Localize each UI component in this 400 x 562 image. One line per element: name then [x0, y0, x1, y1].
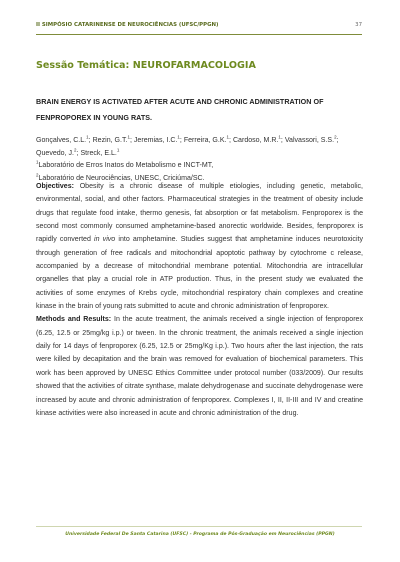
author: Quevedo, J.$^2$;	[36, 147, 79, 157]
author: Gonçalves, C.L.$^1$;	[36, 134, 91, 144]
affiliation: $^2$Laboratório de Neurociências, UNESC, Criciúma/SC.	[36, 172, 205, 183]
page-number: 37	[355, 22, 362, 28]
author: Jeremias, I.C.$^1$;	[133, 134, 182, 144]
author: Ferreira, G.K.$^1$;	[183, 134, 231, 144]
author: Streck, E.L.$^1$	[80, 147, 120, 157]
running-header	[36, 22, 362, 28]
footer-divider	[36, 526, 362, 527]
header-divider	[36, 34, 362, 35]
author: Cardoso, M.R.$^1$;	[232, 134, 283, 144]
session-label: Sessão Temática:	[36, 60, 130, 71]
methods-heading: Methods and Results:	[36, 316, 112, 324]
objectives-heading: Objectives:	[36, 183, 74, 190]
objectives-paragraph: Objectives: Obesity is a chronic disease of multiple etiologies, including genetic, metabolic, environmental, social, and other factors. Pharmaceutical strategies in the treatment of obesity include drugs that regulate food intake, thermo genesis, fat absorption or fat metabolism. Fenproporex is the second most commonly consumed amphetamine-based anorectic worldwide. Besides, fenproporex is rapidly converted in vivo into amphetamine. Studies suggest that amphetamine induces neurotoxicity through generation of free radicals and mitochondrial apoptotic pathway by cytochrome c release, accompanied by a decrease of mitochondrial membrane potential. Mitochondria are intracellular organelles that play a crucial role in ATP production. Thus, in the present study we evaluated the activities of some enzymes of Krebs cycle, mitochondrial respiratory chain complexes and creatine kinase in the brain of young rats submitted to acute and chronic administration of fenproporex.	[36, 183, 363, 311]
affiliation: $^1$Laboratório de Erros Inatos do Metabolismo e INCT-MT,	[36, 160, 214, 170]
abstract-body	[36, 180, 363, 420]
author: Rezin, G.T.$^1$;	[92, 134, 132, 144]
running-footer: Universidade Federal De Santa Catarina (UFSC) - Programa de Pós-Graduação em Neurociências (PPGN)	[65, 532, 335, 537]
author-block	[36, 135, 366, 186]
session-heading	[36, 60, 256, 71]
author-list	[36, 135, 366, 160]
article-title: BRAIN ENERGY IS ACTIVATED AFTER ACUTE AND CHRONIC ADMINISTRATION OF FENPROPOREX IN YOUNG RATS.	[36, 98, 324, 122]
session-topic: NEUROFARMACOLOGIA	[132, 60, 256, 71]
methods-paragraph: Methods and Results: In the acute treatment, the animals received a single injection of fenproporex (6.25, 12.5 or 25mg/kg i.p.) or tween. In the chronic treatment, the animals received a single injection daily for 14 days of fenproporex (6.25, 12.5 or 25mg/Kg i.p.). Two hours after the last injection, the rats were killed by decapitation and the brain was removed for evaluation of biochemical parameters. This work has been approved by UNESC Ethics Committee under protocol number (033/2009). Our results showed that the activities of citrate synthase, malate dehydrogenase and succinate dehydrogenase were increased by acute and chronic administration of fenproporex. Complexes I, II, II-III and IV and creatine kinase activities were also increased in acute and chronic administration of the drug.	[36, 316, 363, 417]
author: Valvassori, S.S.$^2$;	[284, 134, 339, 144]
event-title: II SIMPÓSIO CATARINENSE DE NEUROCIÊNCIAS (UFSC/PPGN)	[36, 22, 219, 28]
